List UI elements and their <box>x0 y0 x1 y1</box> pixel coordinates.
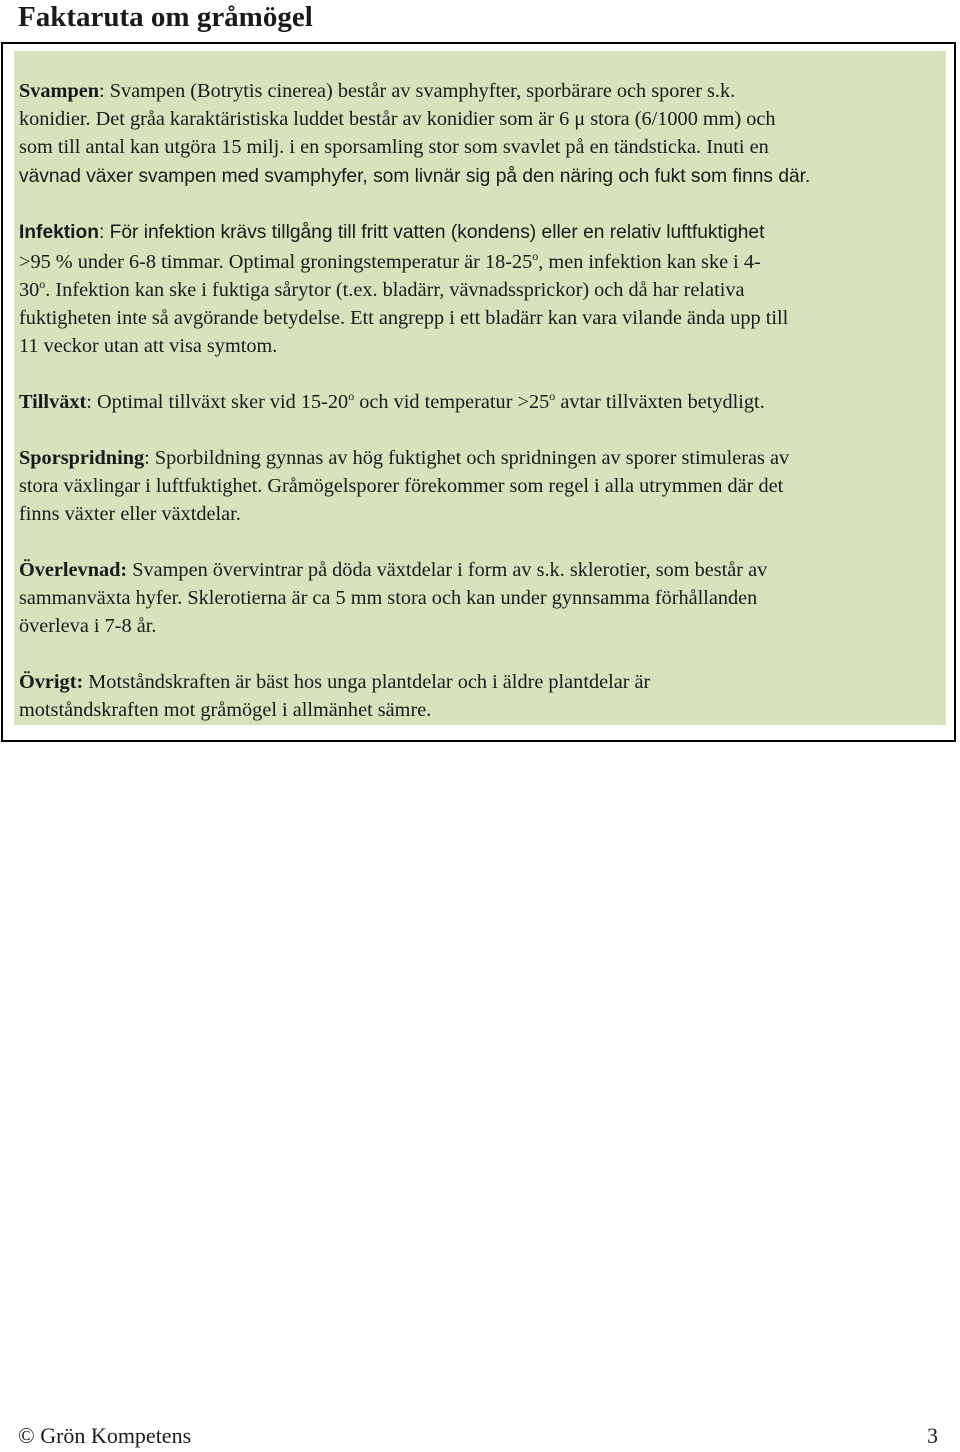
text-line: . Infektion kan ske i fuktiga sårytor (t.ex. bladärr, vävnadssprickor) och då har relativa <box>45 278 745 301</box>
text-line: Sporbildning gynnas av hög fuktighet och spridningen av sporer stimuleras av <box>154 446 790 469</box>
fact-box-text <box>19 77 947 752</box>
text-line: överleva i 7-8 år. <box>19 615 157 638</box>
page-number: 3 <box>927 1423 938 1448</box>
paragraph-tillvaxt <box>19 388 947 416</box>
paragraph-ovrigt <box>19 668 947 724</box>
degree-sign: o <box>549 388 556 403</box>
label-svampen: Svampen <box>19 80 100 102</box>
text-line: och vid temperatur >25 <box>354 390 550 413</box>
label-sporspridning: Sporspridning <box>19 446 145 469</box>
fact-box-background <box>14 51 946 725</box>
label-tillvaxt: Tillväxt <box>19 390 87 413</box>
text-line: som till antal kan utgöra 15 milj. i en sporsamling stor som svavlet på en tändsticka. Inuti en <box>19 136 769 159</box>
paragraph-infektion <box>19 218 947 360</box>
degree-sign: o <box>532 248 539 263</box>
text-line: Svampen (Botrytis cinerea) består av svamphyfter, sporbärare och sporer s.k. <box>109 80 736 102</box>
text-line: sammanväxta hyfer. Sklerotierna är ca 5 mm stora och kan under gynnsamma förhållanden <box>19 586 758 609</box>
text-line: konidier. Det gråa karaktäristiska luddet består av konidier som är 6 μ stora (6/1000 mm) och <box>19 108 776 131</box>
text-line: Optimal tillväxt sker vid 15-20 <box>96 390 349 413</box>
fact-box <box>1 42 956 742</box>
text-line: finns växter eller växtdelar. <box>19 502 241 525</box>
text-line: Motståndskraften är bäst hos unga plantdelar och i äldre plantdelar är <box>83 670 651 693</box>
paragraph-svampen <box>19 77 947 191</box>
text-line: stora växlingar i luftfuktighet. Gråmögelsporer förekommer som regel i alla utrymmen där det <box>19 474 784 497</box>
text-line: motståndskraften mot gråmögel i allmänhet sämre. <box>19 698 432 721</box>
degree-sign: o <box>348 388 355 403</box>
text-line: , men infektion kan ske i 4- <box>538 250 761 273</box>
footer-copyright: © Grön Kompetens <box>18 1423 192 1448</box>
text-line: Svampen övervintrar på döda växtdelar i form av s.k. sklerotier, som består av <box>127 558 768 581</box>
paragraph-sporspridning <box>19 444 947 529</box>
colon: : <box>86 390 97 413</box>
colon: : <box>144 446 155 469</box>
text-line: fuktigheten inte så avgörande betydelse. Ett angrepp i ett bladärr kan vara vilande ända upp till <box>19 306 789 329</box>
label-ovrigt: Övrigt: <box>19 670 84 693</box>
text-line: 11 veckor utan att visa symtom. <box>19 335 278 358</box>
page-title: Faktaruta om gråmögel <box>18 1 313 33</box>
text-line: vävnad växer svampen med svamphyfer, som livnär sig på den näring och fukt som finns där. <box>19 165 811 187</box>
text-line: 30 <box>19 278 40 301</box>
colon: : <box>98 222 110 244</box>
degree-sign: o <box>39 276 46 291</box>
text-line: >95 % under 6-8 timmar. Optimal groningstemperatur är 18-25 <box>19 250 533 273</box>
text-line: avtar tillväxten betydligt. <box>555 390 765 413</box>
text-line: För infektion krävs tillgång till fritt vatten (kondens) eller en relativ luftfuktighet <box>109 222 765 244</box>
paragraph-overlevnad <box>19 556 947 641</box>
label-overlevnad: Överlevnad: <box>19 558 128 581</box>
colon: : <box>99 80 110 102</box>
label-infektion: Infektion <box>19 222 99 244</box>
